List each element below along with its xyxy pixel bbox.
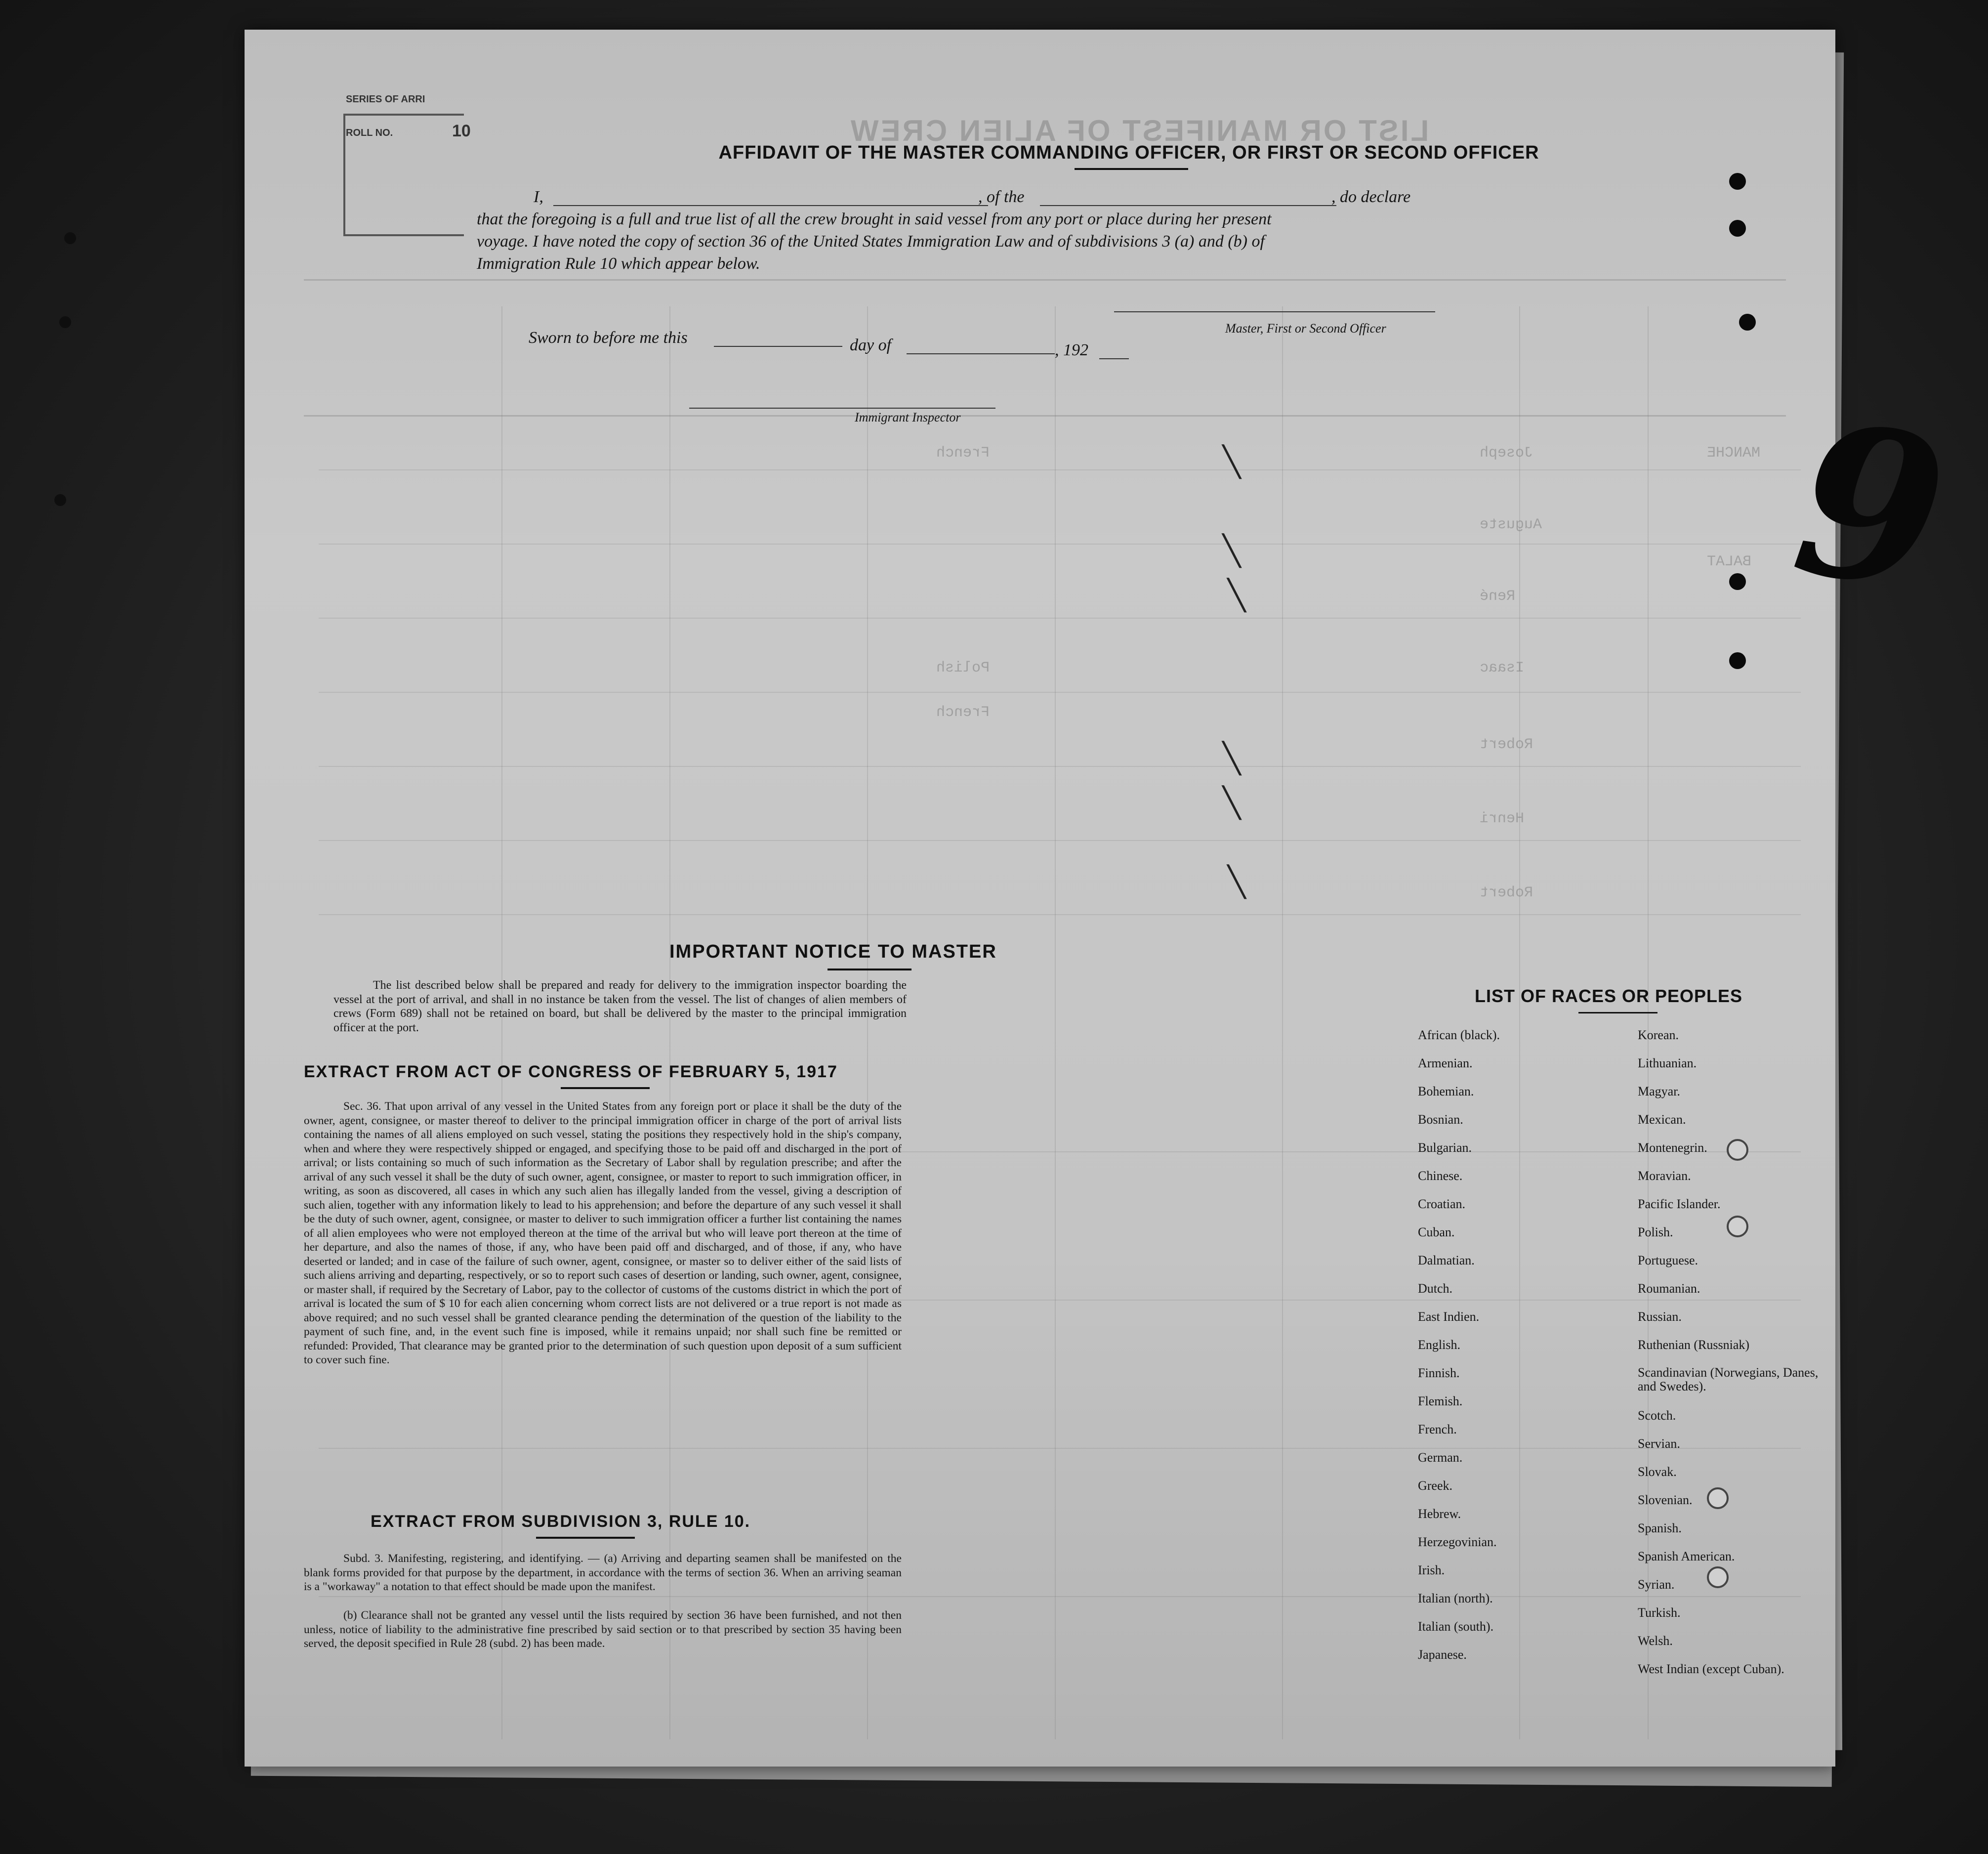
punch-hole xyxy=(1729,220,1746,237)
race-item: Finnish. xyxy=(1418,1366,1460,1380)
bleed-through-text: Joseph xyxy=(1480,445,1533,462)
race-item: Lithuanian. xyxy=(1638,1056,1697,1070)
punch-hole xyxy=(1739,314,1756,331)
race-item: Montenegrin. xyxy=(1638,1140,1707,1155)
bleed-through-row xyxy=(319,657,1801,693)
bleed-through-row xyxy=(319,509,1801,545)
inspector-signature-blank xyxy=(689,408,995,409)
check-mark: ╲ xyxy=(1228,865,1246,899)
race-item: Roumanian. xyxy=(1638,1281,1700,1296)
race-item: Magyar. xyxy=(1638,1084,1680,1098)
race-item: English. xyxy=(1418,1338,1460,1352)
notice-title: IMPORTANT NOTICE TO MASTER xyxy=(669,941,997,962)
race-item: Cuban. xyxy=(1418,1225,1455,1239)
bleed-through-text: Robert xyxy=(1480,885,1533,901)
manifest-page xyxy=(245,30,1835,1767)
punch-hole xyxy=(1707,1566,1729,1588)
left-edge-mark xyxy=(54,494,66,506)
master-signature-label: Master, First or Second Officer xyxy=(1225,321,1386,336)
race-item: Bulgarian. xyxy=(1418,1140,1472,1155)
race-item: Russian. xyxy=(1638,1309,1682,1324)
races-title: LIST OF RACES OR PEOPLES xyxy=(1475,986,1743,1006)
race-item: Scandinavian (Norwegians, Danes, and Swedes). xyxy=(1638,1365,1819,1393)
bleed-through-text: Robert xyxy=(1480,736,1533,753)
sworn-label: Sworn to before me this xyxy=(529,329,688,347)
race-item: Spanish American. xyxy=(1638,1549,1735,1563)
race-item: Hebrew. xyxy=(1418,1507,1461,1521)
bleed-through-text: Henri xyxy=(1480,810,1525,827)
race-item: Servian. xyxy=(1638,1436,1680,1451)
handwritten-page-number: 9 xyxy=(1782,377,1959,638)
check-mark: ╲ xyxy=(1223,786,1241,820)
punch-hole xyxy=(1727,1216,1748,1237)
race-item: Herzegovinian. xyxy=(1418,1535,1497,1549)
race-item: Portuguese. xyxy=(1638,1253,1698,1267)
race-item: Scotch. xyxy=(1638,1408,1676,1423)
left-edge-mark xyxy=(59,316,71,328)
act-extract-underline xyxy=(561,1087,650,1089)
affidavit-line1-declare: , do declare xyxy=(1331,188,1411,206)
race-item: Slovenian. xyxy=(1638,1493,1693,1507)
bleed-through-row xyxy=(319,731,1801,767)
bleed-through-row xyxy=(319,435,1801,470)
act-extract-title: EXTRACT FROM ACT OF CONGRESS OF FEBRUARY 5, 1917 xyxy=(304,1062,838,1081)
race-item: Turkish. xyxy=(1638,1605,1681,1620)
race-item: Korean. xyxy=(1638,1028,1679,1042)
race-item: French. xyxy=(1418,1422,1457,1436)
race-item: Mexican. xyxy=(1638,1112,1686,1127)
bleed-through-row xyxy=(319,805,1801,841)
race-item: Spanish. xyxy=(1638,1521,1682,1535)
race-item: Moravian. xyxy=(1638,1169,1691,1183)
inspector-signature-label: Immigrant Inspector xyxy=(855,410,961,424)
race-item: Chinese. xyxy=(1418,1169,1463,1183)
bleed-through-text: MANCHE xyxy=(1707,445,1761,462)
rule-extract-underline xyxy=(536,1537,635,1539)
affidavit-line1-of: , of the xyxy=(978,188,1025,206)
bleed-through-rule xyxy=(304,279,1786,281)
rule-extract-para-b: (b) Clearance shall not be granted any vessel until the lists required by section 36 have been furnished, and not then unless, notice of liability to the administrative fine prescribed by said section or to that prescribed by section 35 having been served, the deposit specified in Rule 28 (subd. 2) has been made. xyxy=(304,1609,902,1650)
bleed-through-text: René xyxy=(1480,588,1516,605)
affidavit-line3: voyage. I have noted the copy of section 36 of the United States Immigration Law and of subdivisions 3 (a) and (b) of xyxy=(477,232,1265,251)
race-item: Greek. xyxy=(1418,1478,1453,1493)
race-item: Dalmatian. xyxy=(1418,1253,1475,1267)
bleed-through-text: French xyxy=(936,704,990,721)
punch-hole xyxy=(1727,1139,1748,1161)
sworn-year-blank xyxy=(1099,358,1129,359)
check-mark: ╲ xyxy=(1223,445,1241,479)
race-item: Ruthenian (Russniak) xyxy=(1638,1338,1750,1352)
rule-extract-title: EXTRACT FROM SUBDIVISION 3, RULE 10. xyxy=(371,1512,751,1531)
race-item: Polish. xyxy=(1638,1225,1673,1239)
bleed-through-row xyxy=(319,583,1801,619)
stamp-series-label: SERIES OF ARRI xyxy=(346,94,425,105)
race-item: Slovak. xyxy=(1638,1465,1677,1479)
year-label: , 192 xyxy=(1055,341,1088,359)
race-item: Irish. xyxy=(1418,1563,1445,1577)
sworn-month-blank xyxy=(907,353,1055,354)
bleed-through-row xyxy=(319,880,1801,915)
race-item: Bosnian. xyxy=(1418,1112,1463,1127)
race-item: Flemish. xyxy=(1418,1394,1463,1408)
bleed-through-text: Auguste xyxy=(1480,516,1542,533)
bleed-through-text: Polish xyxy=(936,660,990,676)
bleed-through-text: BALAT xyxy=(1707,553,1752,570)
race-item: Italian (south). xyxy=(1418,1619,1494,1634)
check-mark: ╲ xyxy=(1228,578,1246,613)
race-item: Syrian. xyxy=(1638,1577,1675,1592)
check-mark: ╲ xyxy=(1223,534,1241,568)
race-item: Italian (north). xyxy=(1418,1591,1493,1605)
affidavit-line4: Immigration Rule 10 which appear below. xyxy=(477,254,760,273)
bleed-through-header: LIST OR MANIFEST OF ALIEN CREW xyxy=(848,114,1429,147)
punch-hole xyxy=(1729,573,1746,590)
notice-underline xyxy=(828,969,911,970)
affidavit-line1-i: I, xyxy=(534,188,543,206)
race-item: Welsh. xyxy=(1638,1634,1673,1648)
race-item: African (black). xyxy=(1418,1028,1500,1042)
bleed-through-rule xyxy=(304,415,1786,417)
vessel-name-blank xyxy=(1040,205,1336,206)
race-item: Armenian. xyxy=(1418,1056,1473,1070)
master-signature-blank xyxy=(1114,311,1435,312)
left-edge-mark xyxy=(64,232,76,244)
punch-hole xyxy=(1707,1487,1729,1509)
affidavit-title: AFFIDAVIT OF THE MASTER COMMANDING OFFICER, OR FIRST OR SECOND OFFICER xyxy=(718,142,1539,163)
title-underline xyxy=(1075,168,1188,170)
day-of-label: day of xyxy=(850,336,892,354)
stamp-roll-value: 10 xyxy=(452,122,471,140)
race-item: Dutch. xyxy=(1418,1281,1453,1296)
races-underline xyxy=(1578,1012,1657,1013)
race-item: Japanese. xyxy=(1418,1647,1467,1662)
notice-body: The list described below shall be prepared and ready for delivery to the immigration inspector boarding the vessel at the port of arrival, and shall in no instance be taken from the vessel. The list of changes of alien members of crews (Form 689) shall not be retained on board, but shall be delivered by the master to the principal immigration officer at the port. xyxy=(333,979,907,1034)
sworn-day-blank xyxy=(714,346,842,347)
punch-hole xyxy=(1729,652,1746,669)
race-item: West Indian (except Cuban). xyxy=(1638,1662,1784,1676)
race-item: Bohemian. xyxy=(1418,1084,1474,1098)
race-item: Pacific Islander. xyxy=(1638,1197,1721,1211)
bleed-through-text: French xyxy=(936,445,990,462)
bleed-through-row xyxy=(319,1413,1801,1449)
stamp-roll-label: ROLL NO. xyxy=(346,127,393,138)
act-extract-body: Sec. 36. That upon arrival of any vessel in the United States from any foreign port or place it shall be the duty of the owner, agent, consignee, or master thereof to deliver to the principal immigration officer in charge of the port of arrival lists containing the names of all aliens employed on such vessel, stating the positions they respectively hold in the ship's company, when and where they were respectively shipped or engaged, and specifying those to be paid off and discharged in the port of arrival; or lists containing so much of such information as the Secretary of Labor shall by regulation prescribe; and after the arrival of any such vessel it shall be the duty of such owner, agent, consignee, or master to report to such immigration officer, in writing, as soon as discovered, all cases in which any such alien has illegally landed from the vessel, giving a description of such alien, together with any information likely to lead to his apprehension; and before the departure of any such vessel it shall be the duty of such owner, agent, consignee, or master to deliver to such immigration officer a further list containing the names of all alien employees who were not employed thereon at the time of the arrival but who will leave port thereon at the time of her departure, and also the names of those, if any, who have been paid off and discharged, and of those, if any, who have deserted or landed; and in case of the failure of such owner, agent, consignee, or master so to deliver either of the said lists of such aliens arriving and departing, respectively, or so to report such cases of desertion or landing, such owner, agent, consignee, or master shall, if required by the Secretary of Labor, pay to the collector of customs of the customs district in which the port of arrival is located the sum of $ 10 for each alien concerning whom correct lists are not delivered or a true report is not made as above required; and no such vessel shall be granted clearance pending the determination of the question of the liability to the payment of such fine, and, in the event such fine is imposed, while it remains unpaid; nor shall such fine be remitted or refunded: Provided, That clearance may be granted prior to the determination of such question upon deposit of a sum sufficient to cover such fine. xyxy=(304,1100,902,1366)
race-item: German. xyxy=(1418,1450,1463,1465)
officer-name-blank xyxy=(553,205,988,206)
race-item: Croatian. xyxy=(1418,1197,1466,1211)
affidavit-line2: that the foregoing is a full and true list of all the crew brought in said vessel from any port or place during her present xyxy=(477,210,1272,228)
check-mark: ╲ xyxy=(1223,741,1241,776)
rule-extract-para-a: Subd. 3. Manifesting, registering, and identifying. — (a) Arriving and departing seamen shall be manifested on the blank forms provided for that purpose by the department, in accordance with the terms of section 36. When an arriving seaman is a "workaway" a notation to that effect should be made upon the manifest. xyxy=(304,1552,902,1593)
bleed-through-text: Isaac xyxy=(1480,660,1525,676)
race-item: East Indien. xyxy=(1418,1309,1480,1324)
punch-hole xyxy=(1729,173,1746,190)
